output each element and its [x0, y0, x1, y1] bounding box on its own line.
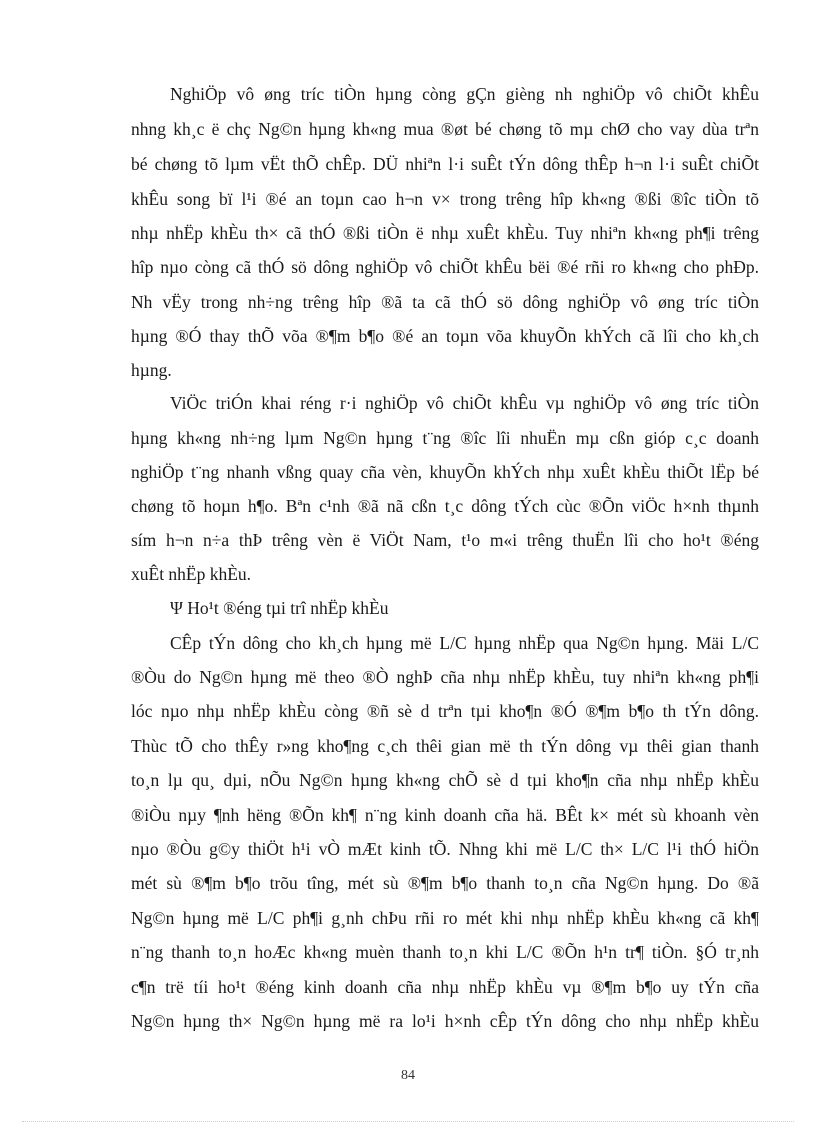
- text-line: hîp nµo còng cã thÓ sö dông nghiÖp vô chiÕt khÊu bëi ®é rñi ro kh«ng cho phÐp.: [131, 257, 759, 277]
- text-line: n¨ng thanh to¸n hoÆc kh«ng muèn thanh to¸n khi L/C ®Õn h¹n tr¶ tiÒn. §Ó tr¸nh: [131, 942, 759, 962]
- text-line: xuÊt nhËp khÈu.: [131, 564, 252, 584]
- text-line: CÊp tÝn dông cho kh¸ch hµng më L/C hµng nhËp qua Ng©n hµng. Mäi L/C: [170, 633, 759, 653]
- text-line: sím h¬n n÷a thÞ trêng vèn ë ViÖt Nam, t¹o m«i trêng thuËn lîi cho ho¹t ®éng: [131, 530, 759, 550]
- text-line: khÊu song bï l¹i ®é an toµn cao h¬n v× trong trêng hîp kh«ng ®ßi ®îc tiÒn tõ: [131, 189, 759, 209]
- page-number: 84: [401, 1068, 415, 1083]
- text-line: hµng kh«ng nh÷ng lµm Ng©n hµng t¨ng ®îc lîi nhuËn mµ cßn gióp c¸c doanh: [131, 428, 759, 448]
- text-line: hµng ®Ó thay thÕ võa ®¶m b¶o ®é an toµn võa khuyÕn khÝch cã lîi cho kh¸ch: [131, 326, 759, 346]
- text-line: nhng kh¸c ë chç Ng©n hµng kh«ng mua ®øt bé chøng tõ mµ chØ cho vay dùa trªn: [131, 119, 759, 139]
- text-line: Thùc tÕ cho thÊy r»ng kho¶ng c¸ch thêi gian më th tÝn dông vµ thêi gian thanh: [131, 736, 759, 756]
- text-line: mét sù ®¶m b¶o trõu tîng, mét sù ®¶m b¶o thanh to¸n cña Ng©n hµng. Do ®ã: [131, 873, 759, 893]
- text-line: hµng.: [131, 360, 172, 380]
- text-line: nhµ nhËp khÈu th× cã thÓ ®ßi tiÒn ë nhµ xuÊt khÈu. Tuy nhiªn kh«ng ph¶i trêng: [131, 223, 759, 243]
- text-line: Ng©n hµng më L/C ph¶i g¸nh chÞu rñi ro mét khi nhµ nhËp khÈu kh«ng cã kh¶: [131, 908, 759, 928]
- text-line: to¸n lµ qu¸ dµi, nÕu Ng©n hµng kh«ng chÕ sè d tµi kho¶n cña nhµ nhËp khÈu: [131, 770, 759, 790]
- text-line: nghiÖp t¨ng nhanh vßng quay cña vèn, khuyÕn khÝch nhµ xuÊt khÈu thiÕt lËp bé: [131, 462, 759, 482]
- text-line: chøng tõ hoµn h¶o. Bªn c¹nh ®ã nã cßn t¸c dông tÝch cùc ®Õn viÖc h×nh thµnh: [131, 496, 759, 516]
- text-line: NghiÖp vô øng tríc tiÒn hµng còng gÇn gièng nh nghiÖp vô chiÕt khÊu: [170, 84, 759, 104]
- text-line: ®Òu do Ng©n hµng më theo ®Ò nghÞ cña nhµ nhËp khÈu, tuy nhiªn kh«ng ph¶i: [131, 667, 759, 687]
- text-line: bé chøng tõ lµm vËt thÕ chÊp. DÜ nhiªn l·i suÊt tÝn dông thÊp h¬n l·i suÊt chiÕt: [131, 154, 759, 174]
- text-line: lóc nµo nhµ nhËp khÈu còng ®ñ sè d trªn tµi kho¶n ®Ó ®¶m b¶o th tÝn dông.: [131, 701, 759, 721]
- text-line: ViÖc triÓn khai réng r·i nghiÖp vô chiÕt khÊu vµ nghiÖp vô øng tríc tiÒn: [170, 393, 759, 413]
- text-line: c¶n trë tíi ho¹t ®éng kinh doanh cña nhµ nhËp khÈu vµ ®¶m b¶o uy tÝn cña: [131, 977, 759, 997]
- footer-divider: [22, 1121, 794, 1122]
- text-line: nµo ®Òu g©y thiÖt h¹i vÒ mÆt kinh tÕ. Nhng khi më L/C th× L/C l¹i thÓ hiÖn: [131, 839, 759, 859]
- section-heading: Ψ Ho¹t ®éng tµi trî nhËp khÈu: [170, 598, 389, 618]
- text-line: Nh vËy trong nh÷ng trêng hîp ®ã ta cã thÓ sö dông nghiÖp vô øng tríc tiÒn: [131, 292, 759, 312]
- text-line: ®iÒu nµy ¶nh hëng ®Õn kh¶ n¨ng kinh doanh cña hä. BÊt k× mét sù khoanh vèn: [131, 805, 759, 825]
- text-line: Ng©n hµng th× Ng©n hµng më ra lo¹i h×nh cÊp tÝn dông cho nhµ nhËp khÈu: [131, 1011, 759, 1031]
